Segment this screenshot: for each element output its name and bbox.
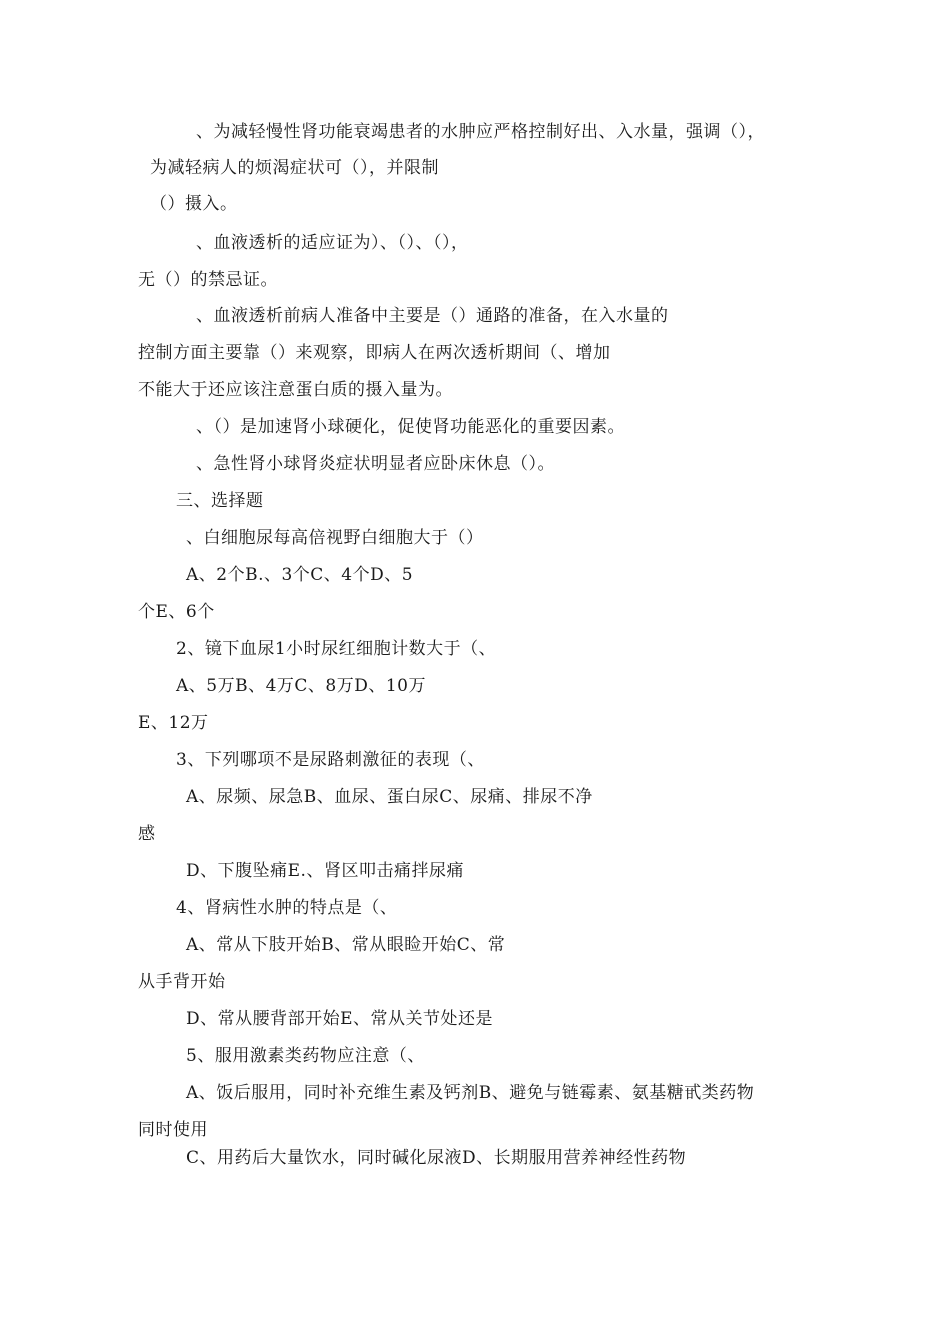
question-5-options-cont2: C、用药后大量饮水，同时碱化尿液D、长期服用营养神经性药物 (186, 1148, 687, 1168)
question-5-options: A、饭后服用，同时补充维生素及钙剂B、避免与链霉素、氨基糖甙类药物 (186, 1083, 755, 1103)
text-line: 无（）的禁忌证。 (138, 270, 278, 290)
question-3-options-cont2: D、下腹坠痛E.、肾区叩击痛拌尿痛 (186, 861, 464, 881)
text-line: 为减轻病人的烦渴症状可（），并限制 (150, 158, 439, 178)
text-line: 、为减轻慢性肾功能衰竭患者的水肿应严格控制好出、入水量，强调（）， (196, 122, 765, 142)
question-3-options-cont: 感 (138, 824, 156, 844)
question-2: 2、镜下血尿1小时尿红细胞计数大于（、 (176, 639, 497, 659)
question-4: 4、肾病性水肿的特点是（、 (176, 898, 398, 918)
section-heading: 三、选择题 (176, 491, 264, 511)
question-5: 5、服用激素类药物应注意（、 (186, 1046, 425, 1066)
question-1-options-cont: 个E、6个 (138, 602, 215, 622)
question-4-options-cont: 从手背开始 (138, 972, 226, 992)
question-1: 、白细胞尿每高倍视野白细胞大于（） (186, 528, 484, 548)
question-5-options-cont: 同时使用 (138, 1120, 208, 1140)
text-line: 、血液透析的适应证为）、（）、（）， (196, 233, 469, 253)
text-line: 控制方面主要靠（）来观察，即病人在两次透析期间（、增加 (138, 343, 611, 363)
question-2-options-cont: E、12万 (138, 713, 209, 733)
question-4-options-cont2: D、常从腰背部开始E、常从关节处还是 (186, 1009, 494, 1029)
text-line: 、血液透析前病人准备中主要是（）通路的准备，在入水量的 (196, 306, 669, 326)
text-line: 、急性肾小球肾炎症状明显者应卧床休息（）。 (196, 454, 555, 474)
text-line: （）摄入。 (150, 194, 238, 214)
question-4-options: A、常从下肢开始B、常从眼睑开始C、常 (186, 935, 506, 955)
text-line: 、（）是加速肾小球硬化，促使肾功能恶化的重要因素。 (196, 417, 625, 437)
question-3-options: A、尿频、尿急B、血尿、蛋白尿C、尿痛、排尿不净 (186, 787, 593, 807)
question-1-options: A、2个B.、3个C、4个D、5 (186, 565, 414, 585)
question-3: 3、下列哪项不是尿路刺激征的表现（、 (176, 750, 485, 770)
text-line: 不能大于还应该注意蛋白质的摄入量为。 (138, 380, 453, 400)
question-2-options: A、5万B、4万C、8万D、10万 (176, 676, 426, 696)
